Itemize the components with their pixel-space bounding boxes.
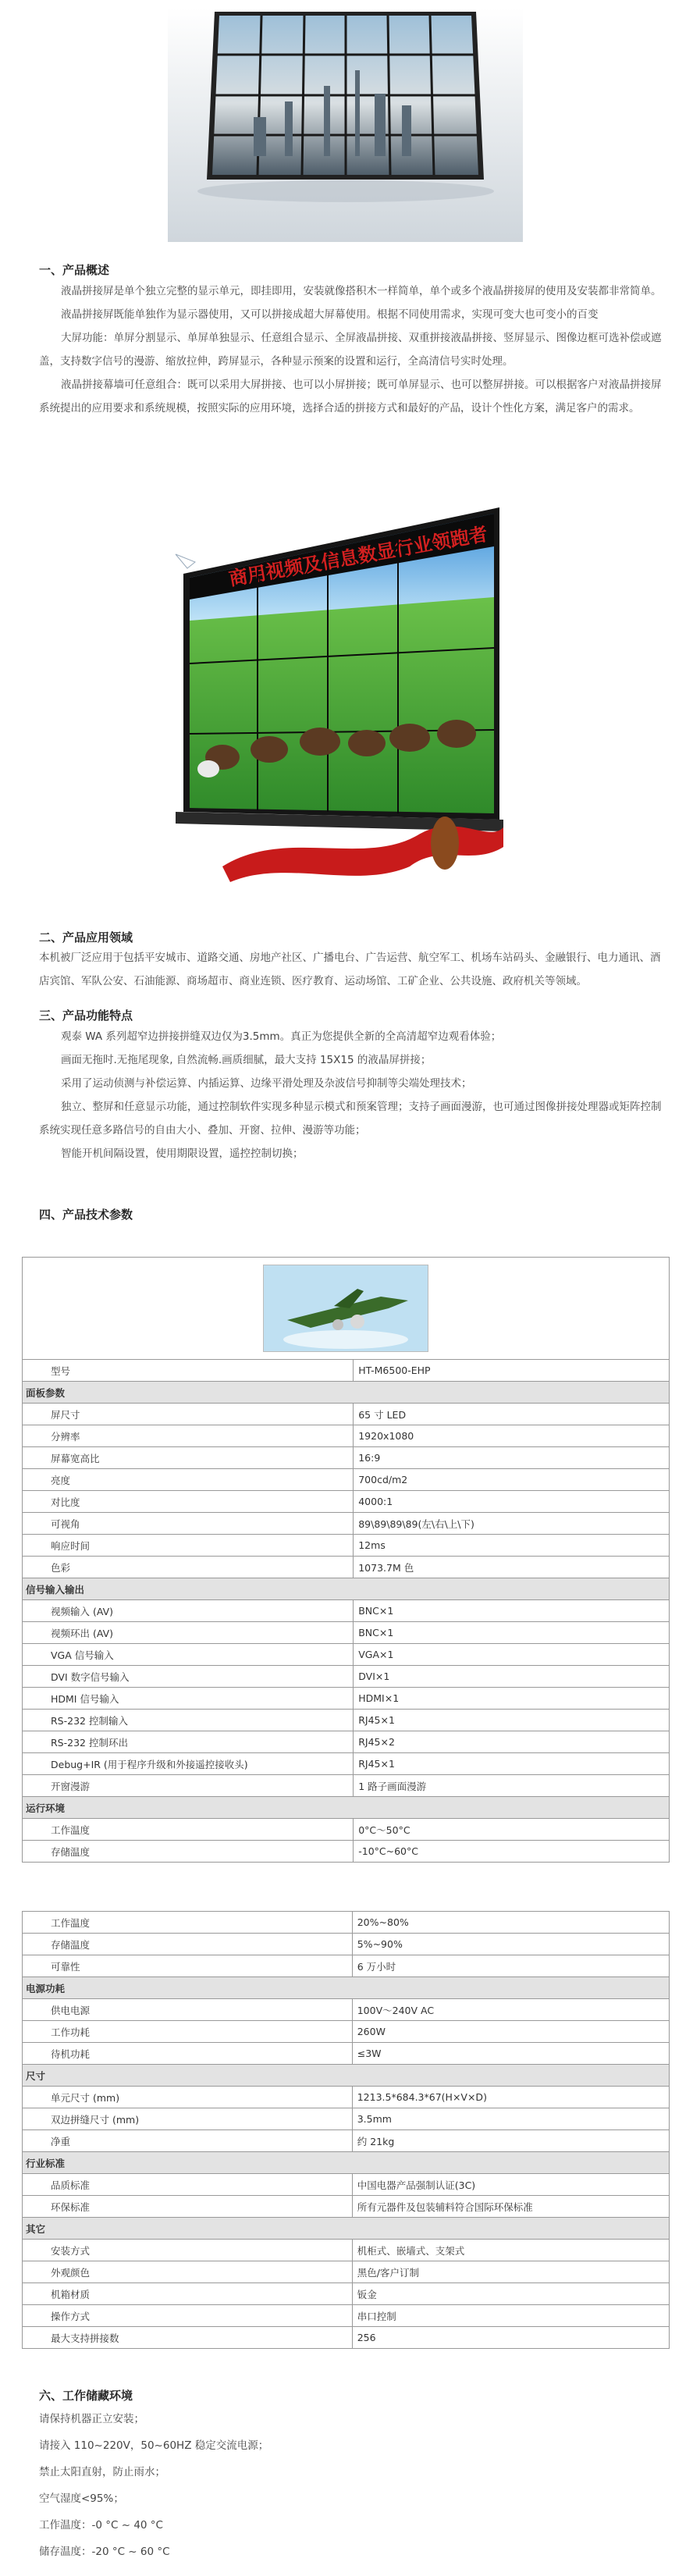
spec-value: 1920x1080 [354, 1425, 670, 1447]
spec-row [23, 1934, 670, 1955]
overview-paragraph-4: 液晶拼接幕墙可任意组合：既可以采用大屏拼接、也可以小屏拼接；既可单屏显示、也可以整屏拼接。可以根据客户对液晶拼接屏系统提出的应用要求和系统规模，按照实际的应用环境，选择合适的拼接方式和最好的产品，设计个性化方案，满足客户的需求。 [39, 379, 662, 415]
spec-table-2 [22, 1911, 670, 2349]
spec-section-header [23, 1578, 670, 1600]
spec-row [23, 1557, 670, 1578]
spec-row [23, 1513, 670, 1535]
spec-value: RJ45×1 [354, 1753, 670, 1775]
feature-item: 采用了运动侦测与补偿运算、内插运算、边缘平滑处理及杂波信号抑制等尖端处理技术； [61, 1077, 472, 1090]
spec-label: 型号 [23, 1360, 354, 1382]
spec-section-header [23, 2065, 670, 2087]
environment-item: 禁止太阳直射，防止雨水； [39, 2466, 165, 2478]
spec-value: BNC×1 [354, 1622, 670, 1644]
spec-row [23, 2305, 670, 2327]
environment-item: 工作温度：-0 °C ~ 40 °C [39, 2519, 163, 2532]
overview-paragraph-2: 液晶拼接屏既能单独作为显示器使用，又可以拼接成超大屏幕使用。根据不同使用需求，实现可变大也可变小的百变 [61, 308, 599, 321]
spec-row [23, 2087, 670, 2108]
spec-value: 256 [352, 2327, 669, 2349]
spec-label: 视频输入 (AV) [23, 1600, 354, 1622]
product-image-row [23, 1258, 670, 1360]
spec-value: 65 寸 LED [354, 1404, 670, 1425]
spec-label: 操作方式 [23, 2305, 353, 2327]
spec-row [23, 1447, 670, 1469]
spec-row [23, 1753, 670, 1775]
spec-label: 品质标准 [23, 2174, 353, 2196]
spec-value: 钣金 [352, 2283, 669, 2305]
spec-value: 5%~90% [352, 1934, 669, 1955]
spec-label: 亮度 [23, 1469, 354, 1491]
spec-row [23, 2196, 670, 2218]
spec-value: 260W [352, 2021, 669, 2043]
spec-row [23, 1666, 670, 1688]
spec-section-header [23, 1382, 670, 1404]
spec-row [23, 1600, 670, 1622]
spec-label: 最大支持拼接数 [23, 2327, 353, 2349]
spec-row [23, 1491, 670, 1513]
spec-section-label: 行业标准 [23, 2152, 670, 2174]
environment-item: 请接入 110~220V，50~60HZ 稳定交流电源； [39, 2439, 269, 2452]
spec-row [23, 1469, 670, 1491]
spec-label: 待机功耗 [23, 2043, 353, 2065]
spec-value: HDMI×1 [354, 1688, 670, 1710]
spec-row [23, 1622, 670, 1644]
spec-value: 串口控制 [352, 2305, 669, 2327]
spec-value: ≤3W [352, 2043, 669, 2065]
spec-label: RS-232 控制输入 [23, 1710, 354, 1731]
spec-row [23, 1955, 670, 1977]
spec-row [23, 2283, 670, 2305]
spec-label: 屏幕宽高比 [23, 1447, 354, 1469]
spec-label: 工作温度 [23, 1819, 354, 1841]
spec-value: 12ms [354, 1535, 670, 1557]
spec-label: 分辨率 [23, 1425, 354, 1447]
spec-section-label: 运行环境 [23, 1797, 670, 1819]
spec-label: 净重 [23, 2130, 353, 2152]
spec-label: 对比度 [23, 1491, 354, 1513]
spec-value: 所有元器件及包装辅料符合国际环保标准 [352, 2196, 669, 2218]
spec-section-header [23, 1797, 670, 1819]
spec-row [23, 1535, 670, 1557]
spec-value: 20%~80% [352, 1912, 669, 1934]
application-text [39, 946, 663, 993]
spec-row [23, 1912, 670, 1934]
feature-item: 智能开机间隔设置，使用期限设置，遥控控制切换； [61, 1147, 304, 1160]
spec-value: 1213.5*684.3*67(H×V×D) [352, 2087, 669, 2108]
spec-row [23, 2043, 670, 2065]
spec-label: VGA 信号输入 [23, 1644, 354, 1666]
spec-section-label: 面板参数 [23, 1382, 670, 1404]
spec-label: 可靠性 [23, 1955, 353, 1977]
spec-value: 6 万小时 [352, 1955, 669, 1977]
environment-list [39, 2406, 663, 2565]
spec-label: HDMI 信号输入 [23, 1688, 354, 1710]
section-title-overview: 一、产品概述 [39, 263, 110, 277]
section-title-specs: 四、产品技术参数 [39, 1208, 133, 1222]
spec-row [23, 1999, 670, 2021]
spec-label: DVI 数字信号输入 [23, 1666, 354, 1688]
spec-row [23, 1360, 670, 1382]
features-list [39, 1025, 663, 1165]
spec-label: 工作温度 [23, 1912, 353, 1934]
spec-label: 屏尺寸 [23, 1404, 354, 1425]
section-title-features: 三、产品功能特点 [39, 1009, 133, 1023]
feature-item: 观泰 WA 系列超窄边拼接拼缝双边仅为3.5mm。真正为您提供全新的全高清超窄边观看体验； [61, 1030, 502, 1043]
spec-label: 外观颜色 [23, 2261, 353, 2283]
spec-value: 89\89\89\89(左\右\上\下) [354, 1513, 670, 1535]
spec-value: 机柜式、嵌墙式、支架式 [352, 2240, 669, 2261]
spec-value: VGA×1 [354, 1644, 670, 1666]
spec-label: 安装方式 [23, 2240, 353, 2261]
spec-row [23, 1404, 670, 1425]
spec-value: 100V～240V AC [352, 1999, 669, 2021]
spec-value: DVI×1 [354, 1666, 670, 1688]
spec-label: 开窗漫游 [23, 1775, 354, 1797]
spec-label: RS-232 控制环出 [23, 1731, 354, 1753]
environment-item: 请保持机器正立安装； [39, 2413, 144, 2425]
overview-text [39, 279, 663, 420]
spec-label: 单元尺寸 (mm) [23, 2087, 353, 2108]
spec-section-label: 尺寸 [23, 2065, 670, 2087]
spec-label: 环保标准 [23, 2196, 353, 2218]
section-title-environment: 六、工作储藏环境 [39, 2389, 133, 2403]
spec-value: 1 路子画面漫游 [354, 1775, 670, 1797]
spec-table-1 [22, 1257, 670, 1863]
product-image-cell [23, 1258, 670, 1360]
spec-section-label: 信号输入输出 [23, 1578, 670, 1600]
horse-video-wall-illustration [160, 500, 527, 906]
spec-row [23, 2327, 670, 2349]
spec-row [23, 1710, 670, 1731]
spec-value: 1073.7M 色 [354, 1557, 670, 1578]
spec-row [23, 2130, 670, 2152]
spec-row [23, 2261, 670, 2283]
spec-row [23, 1425, 670, 1447]
spec-row [23, 2174, 670, 2196]
spec-row [23, 2021, 670, 2043]
spec-row [23, 1731, 670, 1753]
spec-section-header [23, 1977, 670, 1999]
spec-value: 中国电器产品强制认证(3C) [352, 2174, 669, 2196]
spec-value: 700cd/m2 [354, 1469, 670, 1491]
spec-label: Debug+IR (用于程序升级和外接遥控接收头) [23, 1753, 354, 1775]
spec-value: RJ45×2 [354, 1731, 670, 1753]
video-wall-photo [168, 8, 523, 242]
product-image [263, 1265, 428, 1352]
application-paragraph: 本机被厂泛应用于包括平安城市、道路交通、房地产社区、广播电台、广告运营、航空军工、机场车站码头、金融银行、电力通讯、酒店宾馆、军队公安、石油能源、商场超市、商业连锁、医疗教育、运动场馆、工矿企业、公共设施、政府机关等领域。 [39, 952, 661, 987]
spec-row [23, 2240, 670, 2261]
spec-label: 工作功耗 [23, 2021, 353, 2043]
spec-row [23, 1841, 670, 1863]
banner-text: 商用视频及信息数显行业领跑者 [227, 522, 489, 590]
spec-label: 响应时间 [23, 1535, 354, 1557]
spec-label: 机箱材质 [23, 2283, 353, 2305]
spec-section-header [23, 2218, 670, 2240]
spec-value: 黑色/客户订制 [352, 2261, 669, 2283]
overview-paragraph-3: 大屏功能：单屏分割显示、单屏单独显示、任意组合显示、全屏液晶拼接、双重拼接液晶拼接、竖屏显示、图像边框可选补偿或遮盖，支持数字信号的漫游、缩放拉伸，跨屏显示，各种显示预案的设置和运行，全高清信号实时处理。 [39, 332, 662, 368]
spec-label: 视频环出 (AV) [23, 1622, 354, 1644]
section-title-application: 二、产品应用领域 [39, 930, 133, 945]
spec-value: 约 21kg [352, 2130, 669, 2152]
spec-section-label: 其它 [23, 2218, 670, 2240]
environment-item: 储存温度：-20 °C ~ 60 °C [39, 2546, 170, 2558]
spec-row [23, 1775, 670, 1797]
spec-value: -10°C~60°C [354, 1841, 670, 1863]
spec-label: 存储温度 [23, 1841, 354, 1863]
environment-item: 空气湿度<95%； [39, 2492, 124, 2505]
spec-value: 0°C～50°C [354, 1819, 670, 1841]
spec-row [23, 2108, 670, 2130]
spec-value: RJ45×1 [354, 1710, 670, 1731]
spec-value: BNC×1 [354, 1600, 670, 1622]
spec-label: 双边拼缝尺寸 (mm) [23, 2108, 353, 2130]
spec-row [23, 1644, 670, 1666]
feature-item: 画面无拖时.无拖尾现象, 自然流畅.画质细腻，最大支持 15X15 的液晶屏拼接； [61, 1054, 432, 1066]
feature-item: 独立、整屏和任意显示功能，通过控制软件实现多种显示模式和预案管理；支持子画面漫游，也可通过图像拼接处理器或矩阵控制系统实现任意多路信号的自由大小、叠加、开窗、拉伸、漫游等功能； [39, 1101, 662, 1137]
spec-section-label: 电源功耗 [23, 1977, 670, 1999]
spec-label: 色彩 [23, 1557, 354, 1578]
spec-label: 可视角 [23, 1513, 354, 1535]
spec-row [23, 1688, 670, 1710]
spec-label: 存储温度 [23, 1934, 353, 1955]
spec-row [23, 1819, 670, 1841]
spec-value: 4000:1 [354, 1491, 670, 1513]
spec-section-header [23, 2152, 670, 2174]
spec-label: 供电电源 [23, 1999, 353, 2021]
spec-value: 3.5mm [352, 2108, 669, 2130]
spec-value: HT-M6500-EHP [354, 1360, 670, 1382]
spec-value: 16:9 [354, 1447, 670, 1469]
overview-paragraph-1: 液晶拼接屏是单个独立完整的显示单元，即挂即用，安装就像搭积木一样简单，单个或多个液晶拼接屏的使用及安装都非常简单。 [61, 285, 662, 297]
table-gap [22, 1889, 670, 1911]
